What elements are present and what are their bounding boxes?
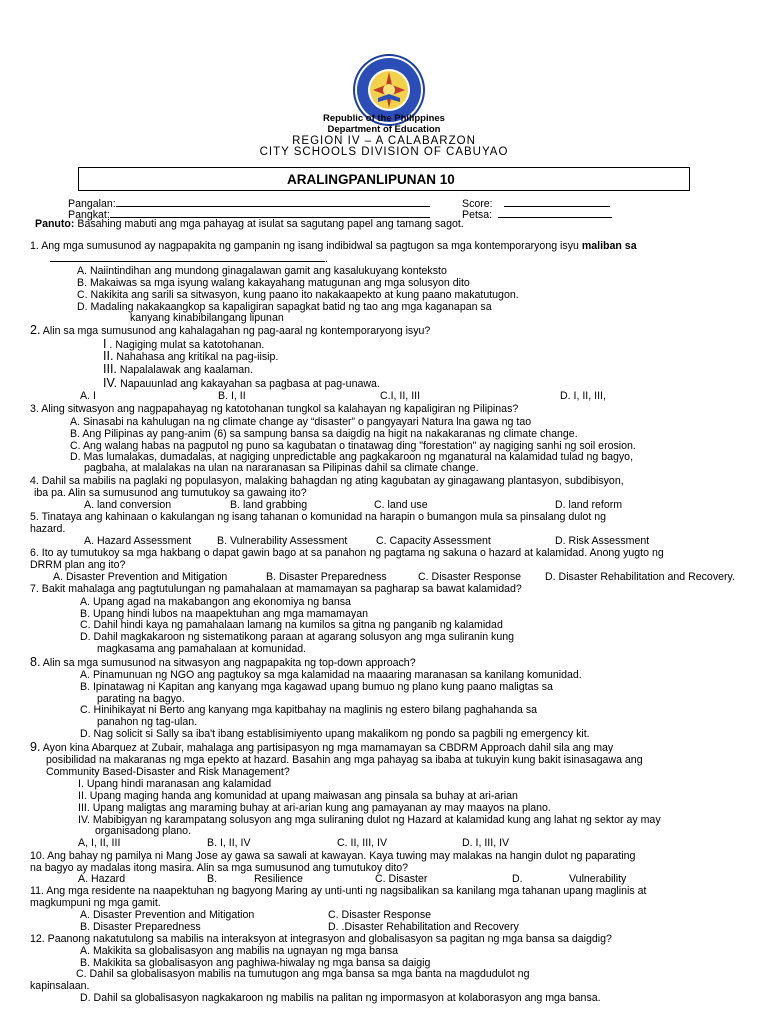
q3-option-c: C. Ang walang habas na pagputol ng puno sa kagubatan o tinatawag ding "forestation" ay nagiging sanhi ng soil erosion. <box>70 440 636 452</box>
q2-stem-text: Alin sa mga sumusunod ang kahalagahan ng pag-aaral ng kontemporaryong isyu? <box>40 325 431 337</box>
title-box <box>78 167 690 191</box>
q2-r1-text: . Nagiging mulat sa katotohanan. <box>106 339 265 351</box>
q2-r4-num: IV. <box>103 376 118 390</box>
panuto-text: Basahing mabuti ang mga pahayag at isulat sa sagutang papel ang tamang sagot. <box>74 218 464 230</box>
q3-option-d: D. Mas lumalakas, dumadalas, at nagiging unpredictable ang pagkakaroon ng mganatural na kalamidad tulad ng bagyo, <box>70 451 634 463</box>
q3-option-b: B. Ang Pilipinas ay pang-anim (6) sa sampung bansa sa daigdig na higit na nakakaranas ng climate change. <box>70 428 578 440</box>
q2-roman-2 <box>103 351 278 363</box>
q9-stem-cont-1: posibilidad na makaranas ng mga epekto at hazard. Basahin ang mga pahayag sa ibaba at tukuyin kung bakit isinasagawa ang <box>46 754 643 766</box>
q2-option-b: B. I, II <box>218 390 246 402</box>
petsa-label: Petsa: <box>462 209 493 221</box>
q5-option-c: C. Capacity Assessment <box>376 535 491 547</box>
q7-option-b: B. Upang hindi lubos na maapektuhan ang mga mamamayan <box>80 608 368 620</box>
score-line[interactable] <box>504 197 610 207</box>
q8-stem-text: Alin sa mga sumusunod na sitwasyon ang nagpapakita ng top-down approach? <box>40 657 416 669</box>
q1-blank <box>50 252 328 265</box>
q6-stem: 6. Ito ay tumutukoy sa mga hakbang o dapat gawin bago at sa panahon ng pagtama ng sakuna o hazard at kalamidad. Anong yugto ng <box>30 547 664 559</box>
q9-roman-1: I. Upang hindi maranasan ang kalamidad <box>78 778 272 790</box>
q10-option-c: C. Disaster <box>375 873 428 885</box>
q1-stem-bold: maliban sa <box>581 240 637 252</box>
q3-stem: 3. Aling sitwasyon ang nagpapahayag ng katotohanan tungkol sa kalahayan ng kapaligiran ng Pilipinas? <box>30 403 519 415</box>
q7-option-c: C. Dahil hindi kaya ng pamahalaan lamang na kumilos sa gitna ng panganib ng kalamidad <box>80 619 503 631</box>
q5-option-d: D. Risk Assessment <box>555 535 650 547</box>
q10-option-d-letter: D. <box>512 873 523 885</box>
q5-stem: 5. Tinataya ang kahinaan o kakulangan ng isang tahanan o komunidad na harapin o bumangon mula sa pinsalang dulot ng <box>30 511 607 523</box>
header-department: Department of Education <box>327 124 441 135</box>
q8-option-d: D. Nag solicit si Sally sa iba't ibang establisimiyento upang makalikom ng pondo sa pagbili ng emergency kit. <box>80 728 590 740</box>
q12-option-a: A. Makikita sa globalisasyon ang mabilis na ugnayan ng mga bansa <box>80 945 399 957</box>
petsa-field[interactable] <box>462 208 612 221</box>
q2-r3-num: III. <box>103 362 117 376</box>
q9-roman-2: II. Upang maging handa ang komunidad at upang maiwasan ang pinsala sa buhay at ari-arian <box>78 790 518 802</box>
q12-option-c: C. Dahil sa globalisasyon mabilis na tumutugon ang mga bansa sa mga banta na magdudulot ng <box>76 968 530 980</box>
q10-stem: 10. Ang bahay ng pamilya ni Mang Jose ay gawa sa sawali at kawayan. Kaya tuwing may malakas na hangin dulot ng paparating <box>30 850 636 862</box>
q8-option-a: A. Pinamunuan ng NGO ang pagtukoy sa mga kalamidad na maaaring maranasan sa kanilang komunidad. <box>80 669 582 681</box>
q2-r4-text: Napauunlad ang kakayahan sa pagbasa at pag-unawa. <box>117 378 380 390</box>
q6-option-d: D. Disaster Rehabilitation and Recovery. <box>545 571 735 583</box>
q2-r1-num: I <box>103 337 107 351</box>
q4-option-c: C. land use <box>374 499 428 511</box>
q9-stem-text: Ayon kina Abarquez at Zubair, mahalaga ang partisipasyon ng mga mamamayan sa CBDRM Approach dahil sila ang may <box>40 742 614 754</box>
q11-stem-cont: magkumpuni ng mga gamit. <box>30 897 161 909</box>
q9-num: 9. <box>30 740 41 754</box>
q5-option-a: A. Hazard Assessment <box>84 535 192 547</box>
q1-option-d-cont: kanyang kinabibilangang lipunan <box>130 312 284 324</box>
q2-r3-text: Napalalawak ang kaalaman. <box>116 364 253 376</box>
header-republic: Republic of the Philippines <box>323 113 445 124</box>
q2-option-c: C.I, II, III <box>380 390 421 402</box>
q8-option-c: C. Hinihikayat ni Berto ang kanyang mga kapitbahay na maglinis ng estero bilang paghahanda sa <box>80 704 538 716</box>
q4-stem: 4. Dahil sa mabilis na paglaki ng populasyon, malaking bahagdan ng ating kagubatan ay ginagawang plantasyon, subdibisyon, <box>30 475 624 487</box>
q8-num: 8. <box>30 655 41 669</box>
q4-option-a: A. land conversion <box>84 499 172 511</box>
q10-option-b-letter: B. <box>207 873 218 885</box>
score-label: Score: <box>462 198 493 210</box>
header-region: REGION IV – A CALABARZON <box>292 135 476 147</box>
q12-option-d: D. Dahil sa globalisasyon nagkakaroon ng mabilis na palitan ng impormasyon at kolaborasyon ang mga bansa. <box>80 992 601 1004</box>
q1-option-b: B. Makaiwas sa mga isyung walang kakayahang matugunan ang mga solusyon dito <box>77 277 470 289</box>
q11-option-c: C. Disaster Response <box>328 909 432 921</box>
q4-stem-cont: iba pa. Alin sa sumusunod ang tumutukoy sa gawaing ito? <box>34 487 307 499</box>
pangkat-label: Pangkat: <box>68 209 110 221</box>
q12-stem: 12. Paanong nakatutulong sa mabilis na interaksyon at integrasyon and globalisasyon sa pagitan ng mga bansa sa daigdig? <box>30 933 612 945</box>
petsa-line[interactable] <box>498 208 612 218</box>
q1-option-a: A. Naiintindihan ang mundong ginagalawan gamit ang kasalukuyang konteksto <box>77 265 447 277</box>
page-title: ARALINGPANLIPUNAN 10 <box>287 172 455 187</box>
q9-option-a: A, I, II, III <box>78 837 121 849</box>
q11-option-d: D. .Disaster Rehabilitation and Recovery <box>328 921 519 933</box>
q2-stem <box>30 325 430 337</box>
q1-stem-text: 1. Ang mga sumusunod ay nagpapakita ng gampanin ng isang indibidwal sa pagtugon sa mga kontemporaryong isyu <box>30 240 582 252</box>
q6-option-b: B. Disaster Preparedness <box>266 571 387 583</box>
q9-option-c: C. II, III, IV <box>337 837 388 849</box>
q7-option-a: A. Upang agad na makabangon ang ekonomiya ng bansa <box>80 596 351 608</box>
q11-option-b: B. Disaster Preparedness <box>80 921 201 933</box>
q1-option-d: D. Madaling nakakaangkop sa kapaligiran sapagkat batid ng tao ang mga kaganapan sa <box>77 301 492 313</box>
q10-option-d-text: Vulnerability <box>569 873 627 885</box>
q6-stem-cont: DRRM plan ang ito? <box>30 559 126 571</box>
q7-stem: 7. Bakit mahalaga ang pagtutulungan ng pamahalaan at mamamayan sa pagharap sa bawat kalamidad? <box>30 583 522 595</box>
q4-option-b: B. land grabbing <box>230 499 308 511</box>
pangalan-line[interactable] <box>116 197 430 207</box>
q1-blank-line <box>50 252 325 262</box>
q9-roman-4: IV. Mabibigyan ng karampatang solusyon ang mga suliraning dulot ng Hazard at kalamidad kung ang lahat ng sektor ay may <box>78 814 661 826</box>
q5-stem-cont: hazard. <box>30 523 66 535</box>
pangkat-line[interactable] <box>110 208 430 218</box>
q5-option-b: B. Vulnerability Assessment <box>217 535 348 547</box>
q9-roman-4-cont: organisadong plano. <box>95 825 192 837</box>
q2-option-d: D. I, II, III, <box>560 390 606 402</box>
q10-option-a: A. Hazard <box>78 873 126 885</box>
q9-stem <box>30 742 613 754</box>
q9-option-d: D. I, III, IV <box>462 837 510 849</box>
q7-option-d: D. Dahil magkakaroon ng sistematikong paraan at agarang solusyon ang mga suliranin kung <box>80 631 515 643</box>
q4-option-d: D. land reform <box>555 499 623 511</box>
q8-option-b-cont: parating na bagyo. <box>97 693 185 705</box>
q3-option-d-cont: pagbaha, at malalakas na ulan na nararanasan sa Pilipinas dahil sa climate change. <box>84 462 479 474</box>
q2-roman-1 <box>103 339 264 351</box>
q1-blank-end: . <box>325 253 328 265</box>
q2-r2-num: II. <box>103 349 114 363</box>
q10-stem-cont: na bagyo ay madalas itong masira. Alin sa mga sumusunod ang tumutukoy dito? <box>30 862 409 874</box>
q10-option-b-text: Resilience <box>254 873 303 885</box>
q2-roman-3 <box>103 364 253 376</box>
q8-option-b: B. Ipinatawag ni Kapitan ang kanyang mga kagawad upang bumuo ng plano kung paano maligtas sa <box>80 681 553 693</box>
q9-stem-cont-2: Community Based-Disaster and Risk Management? <box>46 766 290 778</box>
q7-option-d-cont: magkasama ang pamahalaan at komunidad. <box>97 643 307 655</box>
q12-option-b: B. Makikita sa globalisasyon ang paghiwa-hiwalay ng mga bansa sa daigig <box>80 957 431 969</box>
q2-roman-4 <box>103 378 380 390</box>
q2-option-a: A. I <box>80 390 96 402</box>
q6-option-c: C. Disaster Response <box>418 571 522 583</box>
q9-roman-3: III. Upang maligtas ang maraming buhay at ari-arian kung ang pamayanan ay may maayos na plano. <box>78 802 551 814</box>
q11-option-a: A. Disaster Prevention and Mitigation <box>80 909 255 921</box>
q2-r2-text: Nahahasa ang kritikal na pag-iisip. <box>113 351 279 363</box>
q2-num: 2. <box>30 323 41 337</box>
q9-option-b: B. I, II, IV <box>207 837 251 849</box>
q12-option-c-cont: kapinsalaan. <box>30 980 90 992</box>
header-division: CITY SCHOOLS DIVISION OF CABUYAO <box>259 146 509 158</box>
q1-option-c: C. Nakikita ang sarili sa sitwasyon, kung paano ito nakakaapekto at kung paano makatutugon. <box>77 289 519 301</box>
q8-stem <box>30 657 416 669</box>
q8-option-c-cont: panahon ng tag-ulan. <box>97 716 198 728</box>
q11-stem: 11. Ang mga residente na naapektuhan ng bagyong Maring ay unti-unti ng nagsibalikan sa kanilang mga tahanan upang maglinis at <box>30 885 647 897</box>
panuto <box>35 219 464 230</box>
q1-stem <box>30 241 637 252</box>
pangalan-label: Pangalan: <box>68 198 116 210</box>
q3-option-a: A. Sinasabi na kahulugan na ng climate change ay “disaster” o pangyayari Natura lna gawa ng tao <box>70 416 532 428</box>
panuto-label: Panuto: <box>35 218 75 230</box>
q6-option-a: A. Disaster Prevention and Mitigation <box>53 571 228 583</box>
